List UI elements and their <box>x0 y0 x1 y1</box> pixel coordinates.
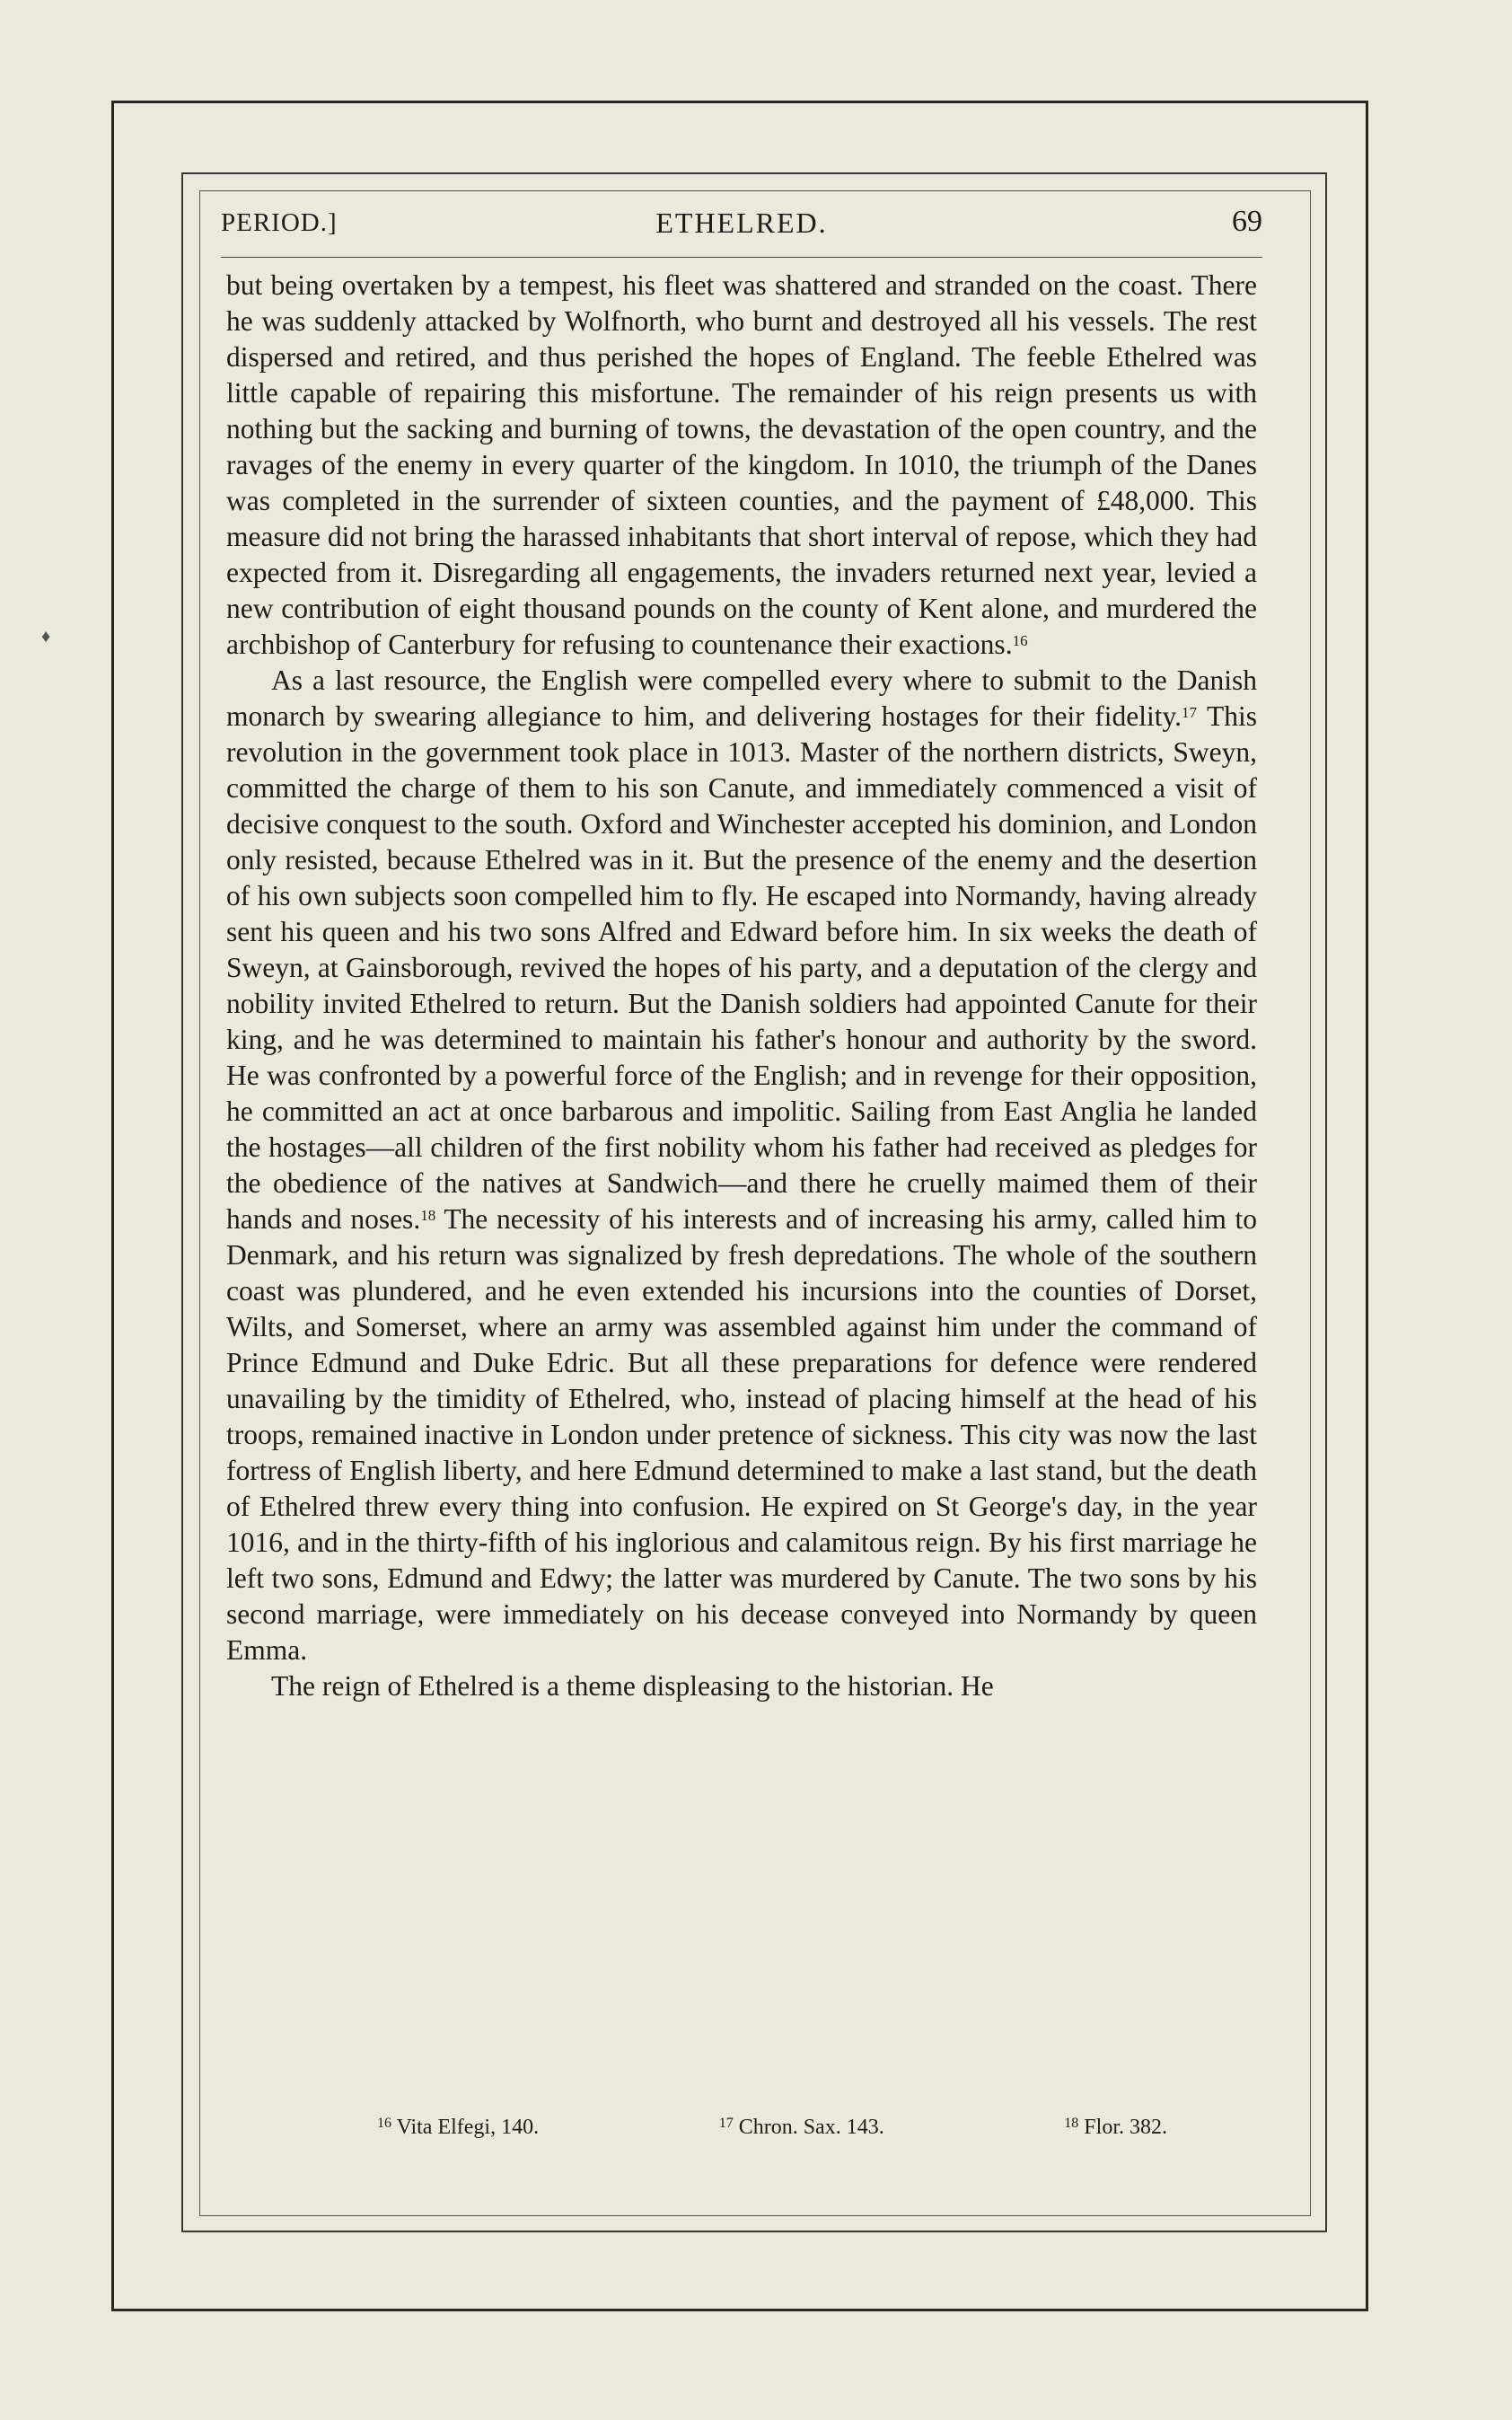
footnote-ref[interactable]: 17 <box>1182 704 1198 721</box>
page-number: 69 <box>1232 205 1262 238</box>
running-header <box>221 199 1262 244</box>
paragraph: but being overtaken by a tempest, his fleet was shattered and stranded on the coast. There he was suddenly attacked by Wolfnorth, who burnt and destroyed all his vessels. The rest dispersed and retired, and thus perished the hopes of England. The feeble Ethelred was little capable of repairing this misfortune. The remainder of his reign presents us with nothing but the sacking and burning of towns, the devastation of the open country, and the ravages of the enemy in every quarter of the kingdom. In 1010, the triumph of the Danes was completed in the surrender of sixteen counties, and the payment of £48,000. This measure did not bring the harassed inhabitants that short interval of repose, which they had expected from it. Disregarding all engagements, the invaders returned next year, levied a new contribution of eight thousand pounds on the county of Kent alone, and murdered the archbishop of Canterbury for refusing to countenance their exactions.$^{16}$ <box>226 269 1257 660</box>
header-rule <box>221 257 1262 258</box>
footnote: $^{18}$ Flor. 382. <box>1064 2116 1167 2139</box>
header-title: ETHELRED. <box>655 207 828 239</box>
footnote-mark: 17 <box>718 2116 734 2131</box>
margin-mark: ♦ <box>41 627 51 647</box>
footnote-ref[interactable]: 16 <box>1012 632 1028 649</box>
paragraph: The reign of Ethelred is a theme displeasing to the historian. He <box>271 1670 994 1702</box>
footnote-ref[interactable]: 18 <box>420 1207 436 1224</box>
header-section-label: PERIOD.] <box>221 208 338 237</box>
footnote: $^{16}$ Vita Elfegi, 140. <box>377 2116 540 2139</box>
paragraph: As a last resource, the English were compelled every where to submit to the Danish monarch by swearing allegiance to him, and delivering hostages for their fidelity.$^{17}$ This revolution in the government took place in 1013. Master of the northern districts, Sweyn, committed the charge of them to his son Canute, and immediately commenced a visit of decisive conquest to the south. Oxford and Winchester accepted his dominion, and London only resisted, because Ethelred was in it. But the presence of the enemy and the desertion of his own subjects soon compelled him to fly. He escaped into Normandy, having already sent his queen and his two sons Alfred and Edward before him. In six weeks the death of Sweyn, at Gainsborough, revived the hopes of his party, and a deputation of the clergy and nobility invited Ethelred to return. But the Danish soldiers had appointed Canute for their king, and he was determined to maintain his father's honour and authority by the sword. He was confronted by a powerful force of the English; and in revenge for their opposition, he committed an act at once barbarous and impolitic. Sailing from East Anglia he landed the hostages—all children of the first nobility whom his father had received as pledges for the obedience of the natives at Sandwich—and there he cruelly maimed them of their hands and noses.$^{18}$ The necessity of his interests and of increasing his army, called him to Denmark, and his return was signalized by fresh depredations. The whole of the southern coast was plundered, and he even extended his incursions into the counties of Dorset, Wilts, and Somerset, where an army was assembled against him under the command of Prince Edmund and Duke Edric. But all these preparations for defence were rendered unavailing by the timidity of Ethelred, who, instead of placing himself at the head of his troops, remained inactive in London under pretence of sickness. This city was now the last fortress of English liberty, and here Edmund determined to make a last stand, but the death of Ethelred threw every thing into confusion. He expired on St George's day, in the year 1016, and in the thirty-fifth of his inglorious and calamitous reign. By his first marriage he left two sons, Edmund and Edwy; the latter was murdered by Canute. The two sons by his second marriage, were immediately on his decease conveyed into Normandy by queen Emma. <box>226 664 1257 1666</box>
footnotes <box>377 2116 1167 2152</box>
footnote: $^{17}$ Chron. Sax. 143. <box>718 2116 884 2139</box>
footnote-mark: 16 <box>377 2116 391 2131</box>
body-text <box>226 268 1257 1704</box>
footnote-mark: 18 <box>1064 2116 1079 2131</box>
